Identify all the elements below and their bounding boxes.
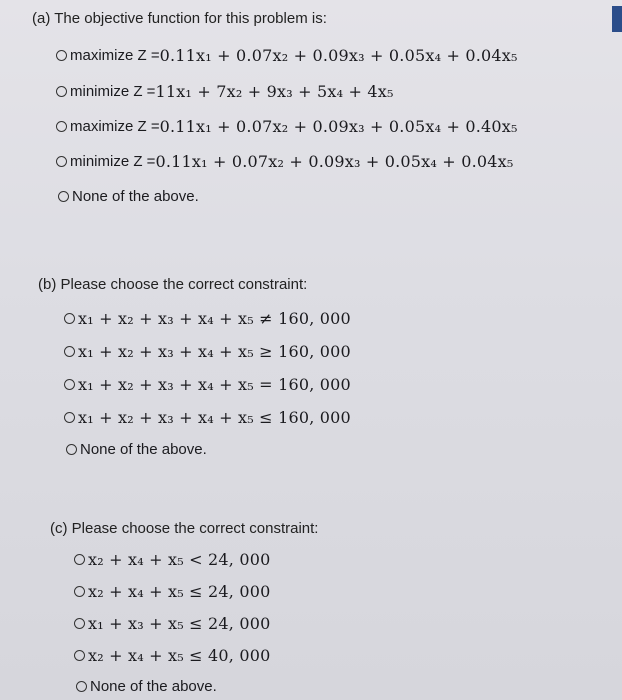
radio-icon[interactable] <box>64 412 75 423</box>
radio-icon[interactable] <box>56 121 67 132</box>
radio-icon[interactable] <box>64 379 75 390</box>
radio-icon[interactable] <box>56 50 67 61</box>
option-label: minimize Z = <box>70 153 156 170</box>
option-b2[interactable] <box>64 342 351 361</box>
radio-icon[interactable] <box>64 313 75 324</box>
option-label: None of the above. <box>72 188 199 205</box>
radio-icon[interactable] <box>66 444 77 455</box>
option-b5[interactable] <box>66 441 207 458</box>
option-c2[interactable] <box>74 582 271 601</box>
option-expression: 0.11x₁ + 0.07x₂ + 0.09x₃ + 0.05x₄ + 0.04x₅ <box>155 152 514 171</box>
radio-icon[interactable] <box>74 618 85 629</box>
option-expression: x₁ + x₂ + x₃ + x₄ + x₅ ≤ 160, 000 <box>78 408 351 427</box>
option-expression: 11x₁ + 7x₂ + 9x₃ + 5x₄ + 4x₅ <box>155 82 394 101</box>
option-expression: x₂ + x₄ + x₅ < 24, 000 <box>88 550 271 569</box>
option-label: None of the above. <box>80 441 207 458</box>
option-expression: x₁ + x₂ + x₃ + x₄ + x₅ = 160, 000 <box>78 375 351 394</box>
option-expression: x₁ + x₃ + x₅ ≤ 24, 000 <box>88 614 271 633</box>
option-label: None of the above. <box>90 678 217 695</box>
option-label: maximize Z = <box>70 47 160 64</box>
question-a-title: (a) The objective function for this problem is: <box>32 10 327 27</box>
option-b1[interactable] <box>64 309 351 328</box>
option-b4[interactable] <box>64 408 351 427</box>
question-c-title: (c) Please choose the correct constraint: <box>50 520 319 537</box>
option-c1[interactable] <box>74 550 271 569</box>
radio-icon[interactable] <box>74 554 85 565</box>
option-a5[interactable] <box>58 188 199 205</box>
option-expression: x₁ + x₂ + x₃ + x₄ + x₅ ≥ 160, 000 <box>78 342 351 361</box>
option-expression: x₁ + x₂ + x₃ + x₄ + x₅ ≠ 160, 000 <box>78 309 351 328</box>
option-c5[interactable] <box>76 678 217 695</box>
option-a4[interactable] <box>56 152 513 171</box>
radio-icon[interactable] <box>74 650 85 661</box>
radio-icon[interactable] <box>64 346 75 357</box>
option-a2[interactable] <box>56 82 394 101</box>
option-expression: 0.11x₁ + 0.07x₂ + 0.09x₃ + 0.05x₄ + 0.04x₅ <box>159 46 518 65</box>
option-b3[interactable] <box>64 375 351 394</box>
option-expression: x₂ + x₄ + x₅ ≤ 40, 000 <box>88 646 271 665</box>
question-b-title: (b) Please choose the correct constraint: <box>38 276 308 293</box>
radio-icon[interactable] <box>56 86 67 97</box>
radio-icon[interactable] <box>74 586 85 597</box>
radio-icon[interactable] <box>76 681 87 692</box>
option-label: minimize Z = <box>70 83 156 100</box>
option-expression: 0.11x₁ + 0.07x₂ + 0.09x₃ + 0.05x₄ + 0.40x₅ <box>159 117 518 136</box>
option-c3[interactable] <box>74 614 271 633</box>
option-a1[interactable] <box>56 46 518 65</box>
radio-icon[interactable] <box>58 191 69 202</box>
option-c4[interactable] <box>74 646 271 665</box>
option-a3[interactable] <box>56 117 518 136</box>
radio-icon[interactable] <box>56 156 67 167</box>
accent-bar <box>612 6 622 32</box>
option-expression: x₂ + x₄ + x₅ ≤ 24, 000 <box>88 582 271 601</box>
option-label: maximize Z = <box>70 118 160 135</box>
